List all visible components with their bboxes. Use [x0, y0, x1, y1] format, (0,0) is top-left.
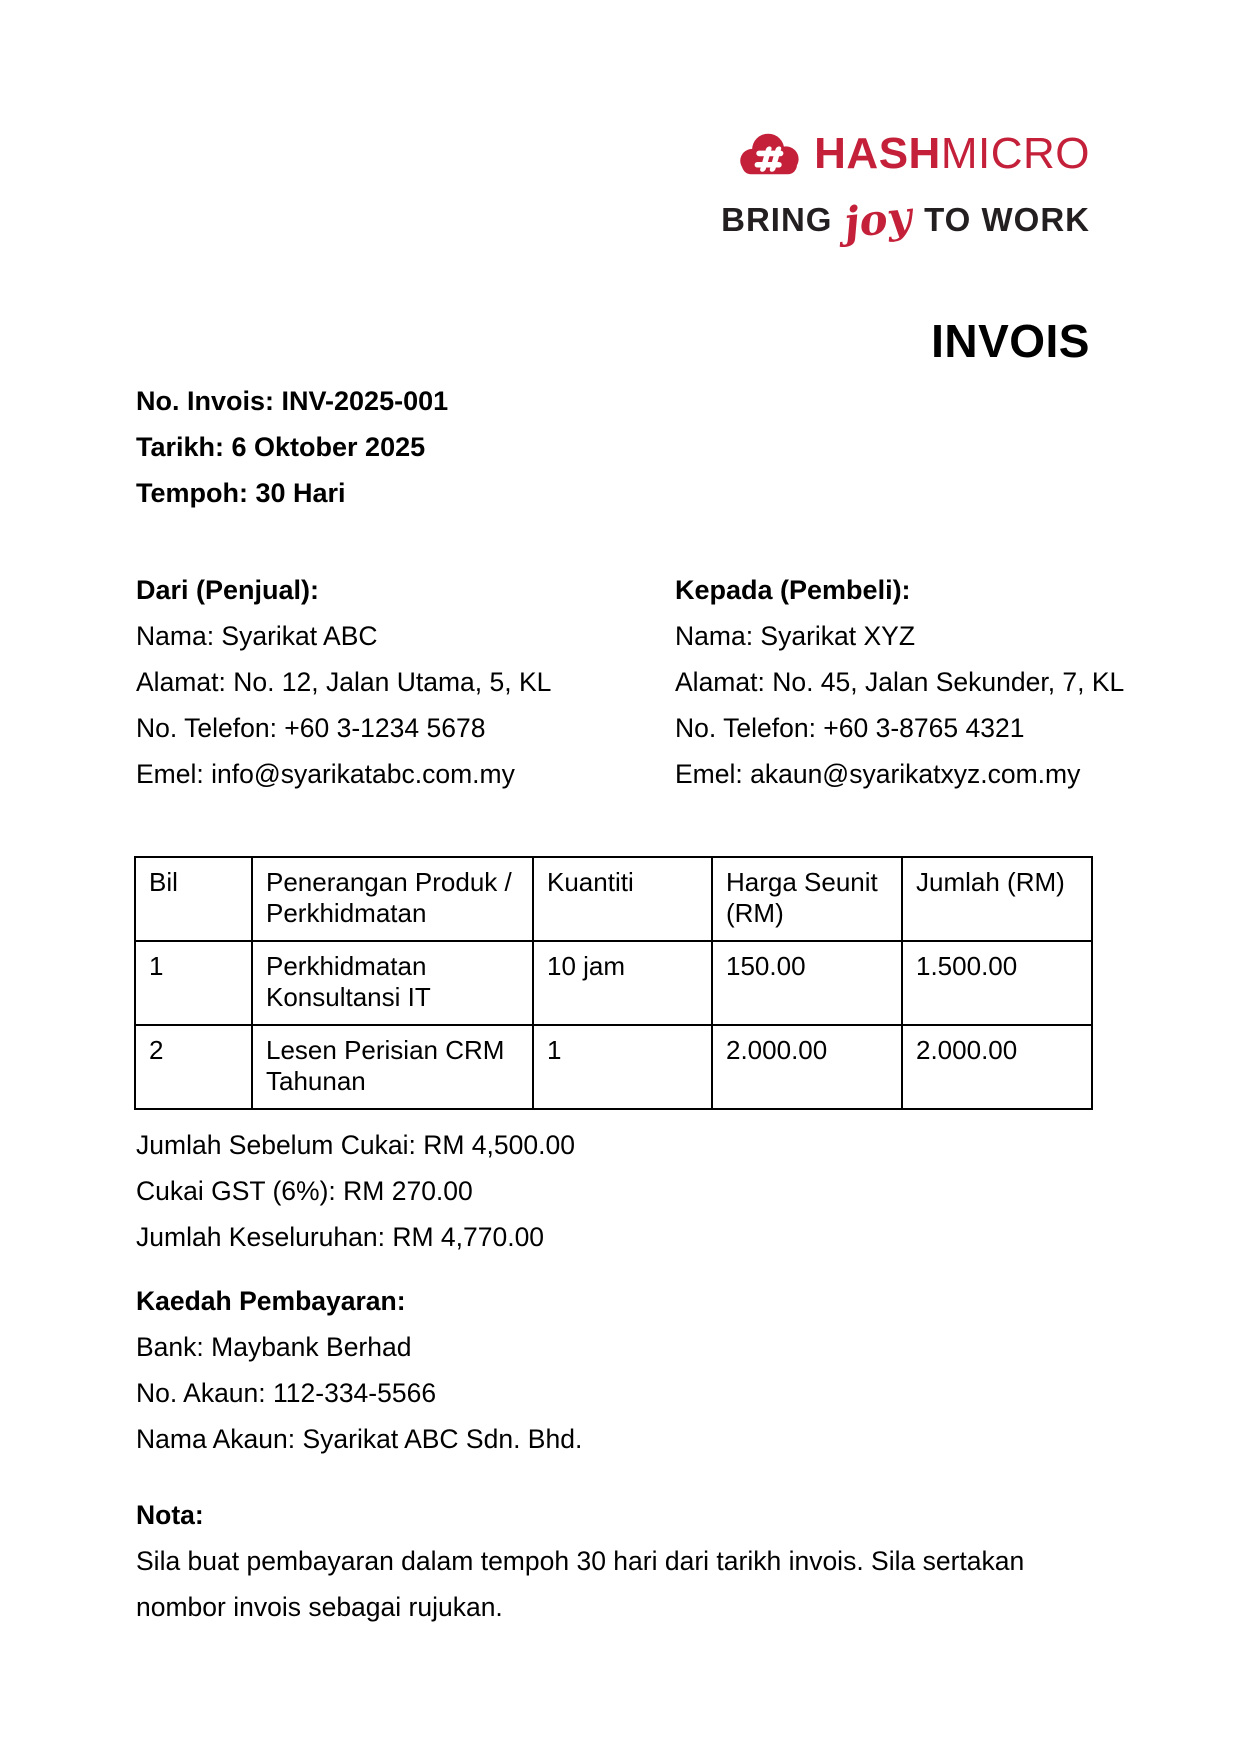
payment-account-no-line: No. Akaun: 112-334-5566 [136, 1378, 437, 1408]
invoice-title: INVOIS [931, 315, 1090, 367]
item-amount: 1.500.00 [902, 941, 1092, 1025]
items-header-row [135, 857, 1092, 941]
buyer-phone-line: No. Telefon: +60 3-8765 4321 [675, 713, 1025, 743]
col-header-bil: Bil [135, 857, 252, 941]
seller-block [136, 567, 551, 797]
note-heading: Nota: [136, 1500, 204, 1530]
item-amount: 2.000.00 [902, 1025, 1092, 1109]
item-bil: 2 [135, 1025, 252, 1109]
buyer-heading: Kepada (Pembeli): [675, 575, 911, 605]
item-bil: 1 [135, 941, 252, 1025]
seller-email-line: Emel: info@syarikatabc.com.my [136, 759, 515, 789]
buyer-address-line: Alamat: No. 45, Jalan Sekunder, 7, KL [675, 667, 1125, 697]
col-header-description: Penerangan Produk / Perkhidmatan [252, 857, 533, 941]
item-row [135, 941, 1092, 1025]
seller-heading: Dari (Penjual): [136, 575, 320, 605]
brand-logo-block [721, 126, 1090, 248]
item-quantity: 1 [533, 1025, 712, 1109]
seller-phone-line: No. Telefon: +60 3-1234 5678 [136, 713, 486, 743]
subtotal-line: Jumlah Sebelum Cukai: RM 4,500.00 [136, 1130, 575, 1160]
item-unit-price: 150.00 [712, 941, 902, 1025]
buyer-block [675, 567, 1124, 797]
invoice-date-line: Tarikh: 6 Oktober 2025 [136, 432, 426, 462]
item-quantity: 10 jam [533, 941, 712, 1025]
brand-name-micro: MICRO [940, 129, 1090, 178]
item-description: Perkhidmatan Konsultansi IT [252, 941, 533, 1025]
buyer-name-line: Nama: Syarikat XYZ [675, 621, 916, 651]
tax-line: Cukai GST (6%): RM 270.00 [136, 1176, 473, 1206]
item-description: Lesen Perisian CRM Tahunan [252, 1025, 533, 1109]
hashmicro-cloud-hash-icon [736, 126, 802, 182]
col-header-quantity: Kuantiti [533, 857, 712, 941]
grand-total-line: Jumlah Keseluruhan: RM 4,770.00 [136, 1222, 545, 1252]
brand-name-hash: HASH [814, 129, 941, 178]
item-row [135, 1025, 1092, 1109]
payment-block [136, 1278, 582, 1462]
totals-block [136, 1122, 575, 1260]
buyer-email-line: Emel: akaun@syarikatxyz.com.my [675, 759, 1081, 789]
payment-account-name-line: Nama Akaun: Syarikat ABC Sdn. Bhd. [136, 1424, 583, 1454]
note-block [136, 1492, 1121, 1630]
invoice-number-line: No. Invois: INV-2025-001 [136, 386, 449, 416]
payment-heading: Kaedah Pembayaran: [136, 1286, 406, 1316]
seller-address-line: Alamat: No. 12, Jalan Utama, 5, KL [136, 667, 552, 697]
tagline-to-work: TO WORK [924, 201, 1090, 238]
items-table [134, 856, 1093, 1110]
brand-tagline [721, 191, 1090, 248]
brand-name [814, 129, 1090, 178]
tagline-bring: BRING [721, 201, 833, 238]
payment-bank-line: Bank: Maybank Berhad [136, 1332, 412, 1362]
brand-logo-row [721, 126, 1090, 182]
item-unit-price: 2.000.00 [712, 1025, 902, 1109]
invoice-meta-block [136, 378, 448, 516]
invoice-term-line: Tempoh: 30 Hari [136, 478, 346, 508]
col-header-unit-price: Harga Seunit (RM) [712, 857, 902, 941]
col-header-amount: Jumlah (RM) [902, 857, 1092, 941]
tagline-joy: joy [842, 191, 915, 248]
note-text: Sila buat pembayaran dalam tempoh 30 hari dari tarikh invois. Sila sertakan nombor invois sebagai rujukan. [136, 1546, 1025, 1622]
seller-name-line: Nama: Syarikat ABC [136, 621, 378, 651]
